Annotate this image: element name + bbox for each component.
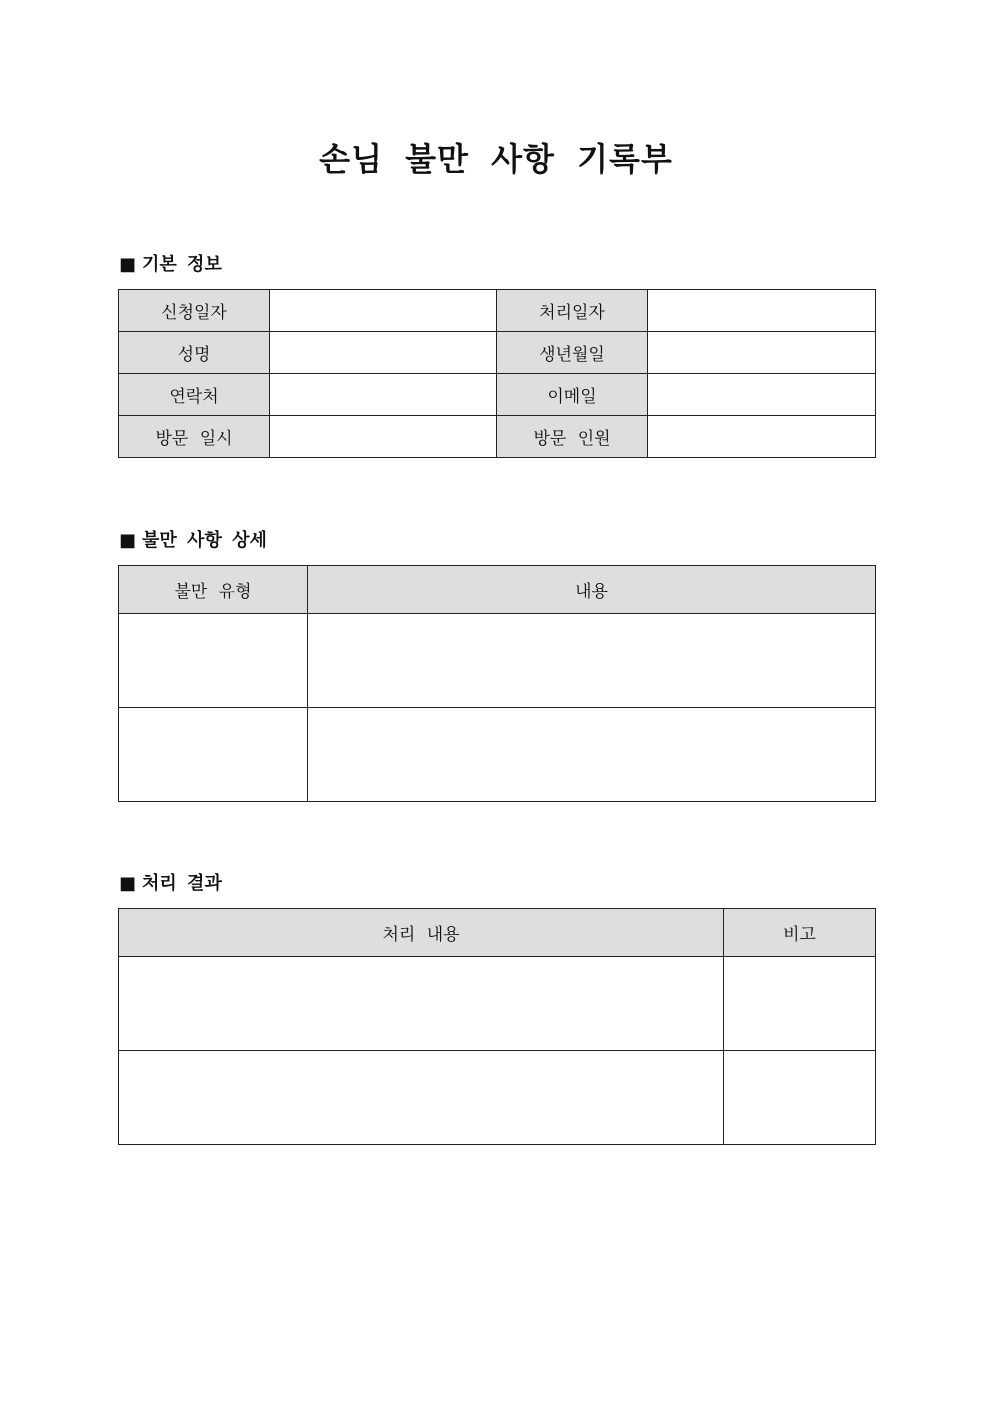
birth-date-field[interactable]	[648, 332, 876, 374]
square-bullet-icon: ■	[119, 873, 137, 894]
apply-date-label: 신청일자	[119, 290, 270, 332]
section-title: 불만 사항 상세	[142, 530, 267, 551]
table-row	[119, 290, 876, 332]
visit-datetime-field[interactable]	[270, 416, 497, 458]
table-header-row	[119, 909, 876, 957]
note-field[interactable]	[724, 1051, 876, 1145]
content-header: 내용	[308, 566, 876, 614]
table-row	[119, 1051, 876, 1145]
table-header-row	[119, 566, 876, 614]
complaint-content-field[interactable]	[308, 614, 876, 708]
processing-content-field[interactable]	[119, 1051, 724, 1145]
table-row	[119, 332, 876, 374]
complaint-type-field[interactable]	[119, 708, 308, 802]
table-row	[119, 416, 876, 458]
section-heading-complaint-detail	[119, 529, 267, 553]
section-title: 기본 정보	[142, 254, 222, 275]
processing-content-field[interactable]	[119, 957, 724, 1051]
name-field[interactable]	[270, 332, 497, 374]
complaint-detail-table	[118, 565, 876, 802]
email-label: 이메일	[497, 374, 648, 416]
complaint-type-field[interactable]	[119, 614, 308, 708]
square-bullet-icon: ■	[119, 530, 137, 551]
basic-info-table	[118, 289, 876, 458]
visit-party-size-label: 방문 인원	[497, 416, 648, 458]
visit-party-size-field[interactable]	[648, 416, 876, 458]
table-row	[119, 957, 876, 1051]
section-title: 처리 결과	[142, 873, 222, 894]
process-date-label: 처리일자	[497, 290, 648, 332]
name-label: 성명	[119, 332, 270, 374]
note-header: 비고	[724, 909, 876, 957]
complaint-type-header: 불만 유형	[119, 566, 308, 614]
contact-label: 연락처	[119, 374, 270, 416]
section-heading-basic-info	[119, 253, 222, 277]
complaint-content-field[interactable]	[308, 708, 876, 802]
section-heading-processing-result	[119, 872, 222, 896]
email-field[interactable]	[648, 374, 876, 416]
note-field[interactable]	[724, 957, 876, 1051]
visit-datetime-label: 방문 일시	[119, 416, 270, 458]
processing-result-table	[118, 908, 876, 1145]
process-date-field[interactable]	[648, 290, 876, 332]
document-title: 손님 불만 사항 기록부	[319, 140, 673, 178]
square-bullet-icon: ■	[119, 254, 137, 275]
table-row	[119, 374, 876, 416]
table-row	[119, 614, 876, 708]
contact-field[interactable]	[270, 374, 497, 416]
table-row	[119, 708, 876, 802]
birth-date-label: 생년월일	[497, 332, 648, 374]
apply-date-field[interactable]	[270, 290, 497, 332]
processing-content-header: 처리 내용	[119, 909, 724, 957]
